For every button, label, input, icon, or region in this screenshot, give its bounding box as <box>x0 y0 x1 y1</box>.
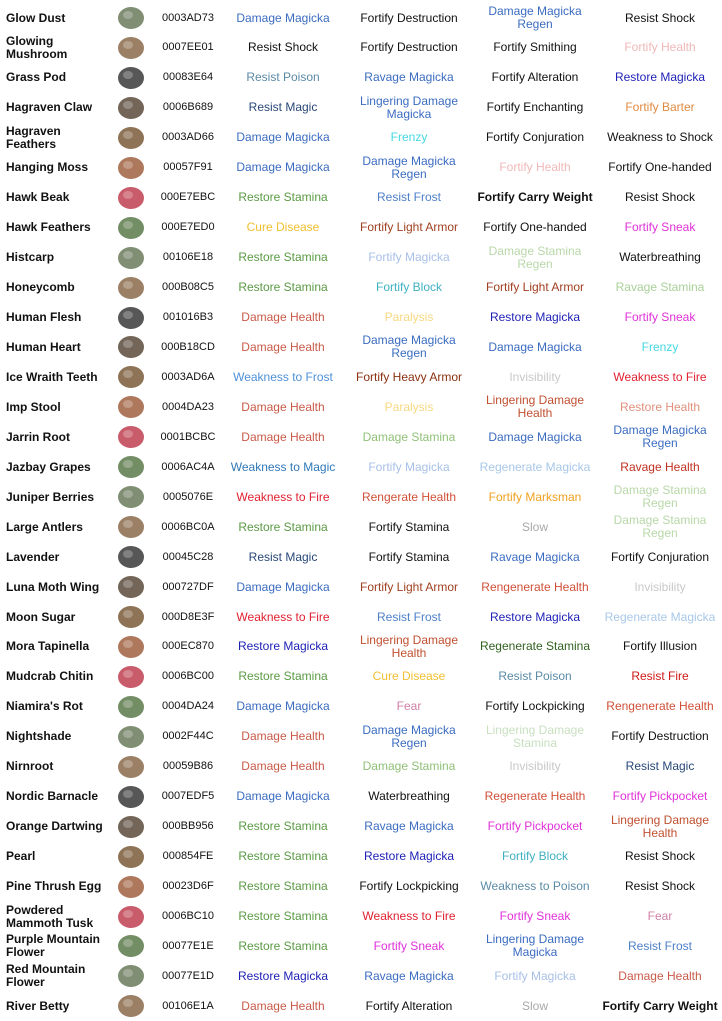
table-row <box>0 63 722 93</box>
effect-2: Fortify Alteration <box>365 998 453 1013</box>
effect-1: Cure Disease <box>246 220 320 235</box>
purple-mountain-flower-icon <box>108 931 154 961</box>
effect-2: Fortify Lockpicking <box>359 879 459 894</box>
effect-2: Fortify Magicka <box>368 250 450 265</box>
table-row <box>0 243 722 273</box>
effect-3: Rengenerate Health <box>481 579 589 594</box>
ingredient-name: Nightshade <box>6 729 72 744</box>
effect-2: Fortify Magicka <box>368 459 450 474</box>
effect-2: Fear <box>396 699 422 714</box>
ingredient-name: Hawk Beak <box>6 190 70 205</box>
ingredient-id: 00106E1A <box>162 999 214 1012</box>
ingredient-name: Pearl <box>6 849 36 864</box>
effect-3: Fortify Magicka <box>494 968 576 983</box>
ingredient-name: Lavender <box>6 549 60 564</box>
table-row <box>0 902 722 932</box>
ingredient-id: 0006AC4A <box>161 460 215 473</box>
effect-1: Damage Health <box>241 339 325 354</box>
effect-1: Damage Health <box>241 429 325 444</box>
hanging-moss-icon <box>108 153 154 183</box>
effect-3: Ravage Magicka <box>490 549 580 564</box>
effect-1: Restore Stamina <box>238 669 328 684</box>
ingredient-name: Hanging Moss <box>6 160 89 175</box>
effect-4: Rengenerate Health <box>606 699 714 714</box>
ingredient-id: 0007EE01 <box>162 41 214 54</box>
effect-4: Fortify Sneak <box>624 310 696 324</box>
effect-2: Fortify Light Armor <box>359 220 459 235</box>
effect-3: Fortify Conjuration <box>485 130 585 145</box>
effect-4: Frenzy <box>641 339 679 354</box>
effect-1: Damage Magicka <box>236 10 330 25</box>
effect-3: Regenerate Stamina <box>479 639 591 654</box>
grass-pod-icon <box>108 63 154 93</box>
glowing-mushroom-icon <box>108 33 154 63</box>
effect-3: Regenerate Health <box>484 789 586 804</box>
ingredient-name: Orange Dartwing <box>6 819 103 834</box>
table-row <box>0 183 722 213</box>
powdered-mammoth-tusk-icon <box>108 902 154 932</box>
table-row <box>0 602 722 632</box>
nordic-barnacle-icon <box>108 782 154 812</box>
luna-moth-wing-icon <box>108 572 154 602</box>
ingredient-name: Nirnroot <box>6 759 54 774</box>
effect-2: Restore Magicka <box>363 849 455 864</box>
niamiras-rot-icon <box>108 692 154 722</box>
effect-2: Ravage Magicka <box>364 819 454 834</box>
effect-3: Restore Magicka <box>489 609 581 624</box>
effect-4: Restore Health <box>619 399 701 414</box>
ingredient-id: 00106E18 <box>162 251 214 264</box>
ingredient-name: Glow Dust <box>6 10 66 25</box>
effect-3: Weakness to Poison <box>480 879 590 894</box>
effect-2: Damage Stamina <box>362 759 456 774</box>
effect-3: Fortify Smithing <box>493 40 577 55</box>
jarrin-root-icon <box>108 422 154 452</box>
effect-2: Damage Magicka Regen <box>362 153 456 181</box>
table-row <box>0 931 722 961</box>
lavender-icon <box>108 542 154 572</box>
effect-1: Resist Poison <box>246 70 320 85</box>
effect-3: Fortify Health <box>499 160 571 175</box>
ingredient-name: Purple Mountain Flower <box>6 932 100 960</box>
ingredient-id: 0006BC00 <box>162 670 214 683</box>
ingredient-id: 000BB956 <box>162 820 214 833</box>
effect-2: Lingering Damage Health <box>359 632 459 660</box>
hawk-feathers-icon <box>108 213 154 243</box>
ingredient-name: Imp Stool <box>6 399 61 414</box>
effect-2: Resist Frost <box>376 609 441 624</box>
effect-3: Slow <box>521 519 548 534</box>
table-row <box>0 392 722 422</box>
effect-4: Restore Magicka <box>614 70 706 85</box>
effect-3: Damage Magicka Regen <box>488 4 582 31</box>
effect-4: Fortify Sneak <box>624 220 696 235</box>
effect-4: Damage Stamina Regen <box>613 483 707 511</box>
table-row <box>0 213 722 243</box>
ingredient-id: 000E7EBC <box>160 191 216 204</box>
ingredient-id: 000D8E3F <box>161 610 215 623</box>
effect-4: Invisibility <box>634 579 686 594</box>
ingredient-id: 000EC870 <box>162 640 214 653</box>
effect-4: Resist Shock <box>624 879 696 894</box>
effect-1: Restore Stamina <box>238 250 328 265</box>
table-row <box>0 961 722 991</box>
effect-1: Restore Stamina <box>238 519 328 534</box>
effect-3: Lingering Damage Stamina <box>485 722 585 750</box>
effect-4: Lingering Damage Health <box>610 812 710 840</box>
ingredient-id: 0006BC10 <box>162 910 214 922</box>
effect-3: Regenerate Magicka <box>479 459 591 474</box>
effect-2: Damage Magicka Regen <box>362 722 456 750</box>
effect-2: Ravage Magicka <box>364 70 454 85</box>
ingredient-name: Hagraven Claw <box>6 100 93 115</box>
effect-3: Fortify Light Armor <box>485 280 585 295</box>
ingredient-name: Mora Tapinella <box>6 639 90 654</box>
effect-3: Fortify Sneak <box>499 909 571 923</box>
effect-4: Fortify One-handed <box>608 160 712 175</box>
effect-2: Paralysis <box>384 399 434 414</box>
ingredient-name: Juniper Berries <box>6 489 95 504</box>
effect-2: Ravage Magicka <box>364 968 454 983</box>
table-row <box>0 153 722 183</box>
ingredient-id: 0004DA23 <box>162 400 214 413</box>
ingredient-id: 000E7ED0 <box>161 221 215 234</box>
effect-4: Damage Health <box>618 968 702 983</box>
table-row <box>0 452 722 482</box>
imp-stool-icon <box>108 392 154 422</box>
effect-2: Weakness to Fire <box>362 909 456 923</box>
effect-1: Damage Health <box>241 310 325 324</box>
effect-4: Fortify Barter <box>625 100 695 115</box>
effect-1: Weakness to Fire <box>236 609 330 624</box>
effect-1: Weakness to Fire <box>236 489 330 504</box>
effect-2: Paralysis <box>384 310 434 324</box>
juniper-berries-icon <box>108 482 154 512</box>
ingredient-id: 0007EDF5 <box>161 790 215 803</box>
effect-1: Damage Health <box>241 759 325 774</box>
table-row <box>0 842 722 872</box>
table-row <box>0 812 722 842</box>
effect-3: Lingering Damage Health <box>485 393 585 421</box>
hagraven-feathers-icon <box>108 123 154 153</box>
table-row <box>0 482 722 512</box>
effect-4: Resist Frost <box>627 938 692 953</box>
ice-wraith-teeth-icon <box>108 362 154 392</box>
effect-1: Restore Magicka <box>237 639 329 654</box>
effect-2: Damage Magicka Regen <box>362 333 456 361</box>
effect-4: Fear <box>647 909 673 923</box>
jazbay-grapes-icon <box>108 452 154 482</box>
effect-3: Fortify Enchanting <box>486 100 584 115</box>
effect-2: Resist Frost <box>376 190 441 205</box>
effect-1: Resist Magic <box>248 549 318 564</box>
effect-2: Fortify Light Armor <box>359 579 459 594</box>
effect-3: Damage Stamina Regen <box>488 243 582 271</box>
effect-2: Fortify Destruction <box>360 10 458 25</box>
effect-4: Resist Shock <box>624 849 696 864</box>
ingredient-name: Human Heart <box>6 339 81 354</box>
nightshade-icon <box>108 722 154 752</box>
mora-tapinella-icon <box>108 632 154 662</box>
effect-1: Damage Magicka <box>236 699 330 714</box>
table-row <box>0 782 722 812</box>
effect-2: Frenzy <box>390 130 428 145</box>
table-row <box>0 692 722 722</box>
ingredient-id: 0001BCBC <box>160 430 216 443</box>
pearl-icon <box>108 842 154 872</box>
ingredient-name: Luna Moth Wing <box>6 579 100 594</box>
effect-1: Restore Stamina <box>238 879 328 894</box>
ingredient-name: Hagraven Feathers <box>6 123 61 151</box>
moon-sugar-icon <box>108 602 154 632</box>
table-row <box>0 362 722 392</box>
ingredient-id: 000727DF <box>162 580 214 593</box>
effect-1: Damage Magicka <box>236 160 330 175</box>
table-row <box>0 872 722 902</box>
table-row <box>0 33 722 63</box>
ingredient-id: 0002F44C <box>162 730 214 743</box>
effect-4: Fortify Illusion <box>622 639 698 654</box>
ingredient-name: Nordic Barnacle <box>6 789 99 804</box>
ingredient-name: Glowing Mushroom <box>6 33 68 61</box>
effect-2: Fortify Stamina <box>368 519 450 534</box>
ingredient-id: 00057F91 <box>163 161 213 174</box>
effect-4: Weakness to Fire <box>613 369 707 384</box>
effect-4: Waterbreathing <box>619 250 701 265</box>
table-row <box>0 991 722 1021</box>
ingredient-id: 0003AD66 <box>162 131 214 144</box>
table-row <box>0 93 722 123</box>
ingredient-id: 00059B86 <box>162 760 214 773</box>
table-row <box>0 662 722 692</box>
human-flesh-icon <box>108 303 154 333</box>
glow-dust-icon <box>108 3 154 33</box>
effect-4: Damage Stamina Regen <box>613 513 707 541</box>
ingredient-id: 0005076E <box>162 490 214 503</box>
ingredient-id: 0006B689 <box>162 101 214 114</box>
human-heart-icon <box>108 332 154 362</box>
effect-4: Resist Magic <box>625 759 695 774</box>
ingredient-id: 0003AD73 <box>162 11 214 24</box>
effect-1: Restore Stamina <box>238 938 328 953</box>
effect-2: Cure Disease <box>372 669 446 684</box>
ingredient-id: 00045C28 <box>162 550 214 563</box>
honeycomb-icon <box>108 273 154 303</box>
effect-3: Fortify Block <box>501 849 568 864</box>
table-row <box>0 273 722 303</box>
ingredient-name: Grass Pod <box>6 70 67 85</box>
ingredient-name: Moon Sugar <box>6 609 76 624</box>
effect-3: Restore Magicka <box>489 310 581 324</box>
effect-3: Fortify Pickpocket <box>487 819 583 834</box>
ingredient-id: 00023D6F <box>162 880 214 893</box>
histcarp-icon <box>108 243 154 273</box>
red-mountain-flower-icon <box>108 961 154 991</box>
effect-2: Fortify Heavy Armor <box>355 369 463 384</box>
effect-1: Resist Magic <box>248 100 318 115</box>
ingredient-name: Powdered Mammoth Tusk <box>6 902 94 930</box>
effect-3: Resist Poison <box>498 669 572 684</box>
effect-2: Fortify Destruction <box>360 40 458 55</box>
effect-1: Damage Health <box>241 729 325 744</box>
effect-3: Fortify One-handed <box>483 220 587 235</box>
table-row <box>0 542 722 572</box>
ingredient-id: 000B08C5 <box>162 281 214 294</box>
ingredient-name: Pine Thrush Egg <box>6 879 102 894</box>
effect-4: Fortify Conjuration <box>610 549 710 564</box>
table-row <box>0 752 722 782</box>
effect-3: Fortify Marksman <box>488 489 582 504</box>
effect-3: Slow <box>521 998 548 1013</box>
table-row <box>0 303 722 333</box>
ingredient-id: 00077E1D <box>162 969 214 982</box>
ingredient-name: Jarrin Root <box>6 429 71 444</box>
ingredient-id: 000854FE <box>162 850 214 863</box>
effect-1: Damage Magicka <box>236 579 330 594</box>
effect-4: Damage Magicka Regen <box>613 423 707 451</box>
effect-2: Fortify Sneak <box>373 938 445 953</box>
effect-2: Damage Stamina <box>362 429 456 444</box>
ingredient-id: 00077E1E <box>162 939 214 952</box>
effect-2: Rengerate Health <box>361 489 457 504</box>
mudcrab-chitin-icon <box>108 662 154 692</box>
effect-3: Invisibility <box>509 759 561 774</box>
ingredient-name: Histcarp <box>6 250 55 265</box>
effect-3: Fortify Carry Weight <box>477 190 593 205</box>
orange-dartwing-icon <box>108 812 154 842</box>
table-row <box>0 123 722 153</box>
table-row <box>0 512 722 542</box>
large-antlers-icon <box>108 512 154 542</box>
table-row <box>0 332 722 362</box>
nirnroot-icon <box>108 752 154 782</box>
effect-1: Damage Magicka <box>236 130 330 145</box>
effect-1: Resist Shock <box>247 40 319 55</box>
effect-1: Damage Health <box>241 399 325 414</box>
effect-4: Fortify Pickpocket <box>612 789 708 804</box>
effect-4: Resist Shock <box>624 190 696 205</box>
effect-3: Damage Magicka <box>488 339 582 354</box>
pine-thrush-egg-icon <box>108 872 154 902</box>
ingredient-name: Large Antlers <box>6 519 83 534</box>
table-row <box>0 722 722 752</box>
effect-1: Restore Stamina <box>238 819 328 834</box>
ingredient-name: Niamira's Rot <box>6 699 83 714</box>
effect-4: Fortify Carry Weight <box>602 998 718 1013</box>
ingredient-id: 0004DA24 <box>162 700 214 713</box>
effect-1: Restore Stamina <box>238 909 328 923</box>
effect-1: Damage Magicka <box>236 789 330 804</box>
ingredient-id: 001016B3 <box>162 311 214 323</box>
table-row <box>0 572 722 602</box>
hawk-beak-icon <box>108 183 154 213</box>
effect-4: Weakness to Shock <box>607 130 713 145</box>
effect-1: Weakness to Frost <box>233 369 333 384</box>
table-row <box>0 422 722 452</box>
effect-4: Regenerate Magicka <box>604 609 716 624</box>
effect-3: Invisibility <box>509 369 561 384</box>
ingredient-name: Human Flesh <box>6 310 82 324</box>
ingredient-name: Jazbay Grapes <box>6 459 91 474</box>
ingredient-id: 00083E64 <box>162 71 214 84</box>
effect-4: Fortify Health <box>624 40 696 55</box>
effect-4: Resist Fire <box>631 669 689 684</box>
effect-2: Fortify Block <box>375 280 442 295</box>
effect-1: Damage Health <box>241 998 325 1013</box>
effect-3: Fortify Alteration <box>491 70 579 85</box>
ingredient-id: 000B18CD <box>161 340 215 353</box>
effect-3: Damage Magicka <box>488 429 582 444</box>
effect-1: Restore Stamina <box>238 190 328 205</box>
ingredient-name: Red Mountain Flower <box>6 962 86 990</box>
ingredient-name: Hawk Feathers <box>6 220 91 235</box>
effect-1: Weakness to Magic <box>230 459 336 474</box>
ingredient-name: Mudcrab Chitin <box>6 669 94 684</box>
hagraven-claw-icon <box>108 93 154 123</box>
ingredient-name: Honeycomb <box>6 280 75 295</box>
ingredient-id: 0003AD6A <box>161 370 215 383</box>
effect-4: Ravage Stamina <box>615 280 705 295</box>
table-row <box>0 632 722 662</box>
effect-4: Resist Shock <box>624 10 696 25</box>
ingredient-name: Ice Wraith Teeth <box>6 369 98 384</box>
table-row <box>0 3 722 33</box>
river-betty-icon <box>108 991 154 1021</box>
effect-2: Lingering Damage Magicka <box>359 93 459 121</box>
ingredient-id: 0006BC0A <box>161 520 215 533</box>
ingredient-name: River Betty <box>6 998 70 1013</box>
effect-3: Fortify Lockpicking <box>485 699 585 714</box>
effect-2: Fortify Stamina <box>368 549 450 564</box>
effect-1: Restore Stamina <box>238 280 328 295</box>
effect-1: Restore Stamina <box>238 849 328 864</box>
effect-1: Restore Magicka <box>237 968 329 983</box>
effect-3: Lingering Damage Magicka <box>485 932 585 960</box>
effect-2: Waterbreathing <box>368 789 450 804</box>
effect-4: Fortify Destruction <box>611 729 709 744</box>
effect-4: Ravage Health <box>620 459 700 474</box>
